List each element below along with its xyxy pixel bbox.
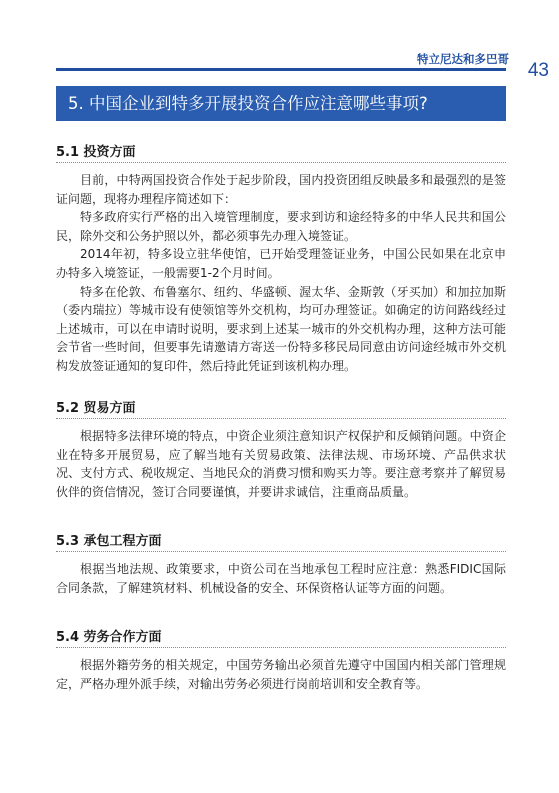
- section-body-contracting: [56, 560, 506, 597]
- section-body-labor: [56, 656, 506, 693]
- running-header-country: 特立尼达和多巴哥: [417, 52, 509, 66]
- paragraph: 目前，中特两国投资合作处于起步阶段，国内投资团组反映最多和最强烈的是签证问题，现将办理程序简述如下：: [56, 173, 506, 206]
- paragraph: 根据特多法律环境的特点，中资企业须注意知识产权保护和反倾销问题。中资企业在特多开展贸易，应了解当地有关贸易政策、法律法规、市场环境、产品供求状况、支付方式、税收规定、当地民众的消费习惯和购买力等。要注意考察并了解贸易伙伴的资信情况，签订合同要谨慎，并要讲求诚信，注重商品质量。: [56, 429, 506, 499]
- chapter-title-banner: 5. 中国企业到特多开展投资合作应注意哪些事项?: [56, 86, 506, 121]
- section-rule: [56, 647, 506, 648]
- paragraph: 根据外籍劳务的相关规定，中国劳务输出必须首先遵守中国国内相关部门管理规定，严格办理外派手续，对输出劳务必须进行岗前培训和安全教育等。: [56, 658, 506, 691]
- section-heading-investment: 5.1 投资方面: [56, 145, 136, 160]
- section-heading-contracting: 5.3 承包工程方面: [56, 534, 162, 549]
- section-rule: [56, 418, 506, 419]
- section-heading-labor: 5.4 劳务合作方面: [56, 630, 162, 645]
- header-rule: [56, 68, 506, 71]
- section-body-investment: [56, 171, 506, 376]
- paragraph: 根据当地法规、政策要求，中资公司在当地承包工程时应注意：熟悉FIDIC国际合同条款，了解建筑材料、机械设备的安全、环保资格认证等方面的问题。: [56, 562, 506, 595]
- section-body-trade: [56, 427, 506, 501]
- section-rule: [56, 551, 506, 552]
- paragraph: 特多在伦敦、布鲁塞尔、纽约、华盛顿、渥太华、金斯敦（牙买加）和加拉加斯（委内瑞拉）等城市设有使领馆等外交机构，均可办理签证。如确定的访问路线经过上述城市，可以在申请时说明，要求到上述某一城市的外交机构办理，这种方法可能会节省一些时间，但要事先请邀请方寄送一份特多移民局同意由访问途经城市外交机构发放签证通知的复印件，然后持此凭证到该机构办理。: [56, 284, 506, 373]
- page-number: 43: [527, 60, 549, 81]
- paragraph: 特多政府实行严格的出入境管理制度，要求到访和途经特多的中华人民共和国公民，除外交和公务护照以外，都必须事先办理入境签证。: [56, 210, 506, 243]
- paragraph: 2014年初，特多设立驻华使馆，已开始受理签证业务，中国公民如果在北京申办特多入境签证，一般需要1-2个月时间。: [56, 247, 506, 280]
- section-heading-trade: 5.2 贸易方面: [56, 401, 136, 416]
- section-rule: [56, 162, 506, 163]
